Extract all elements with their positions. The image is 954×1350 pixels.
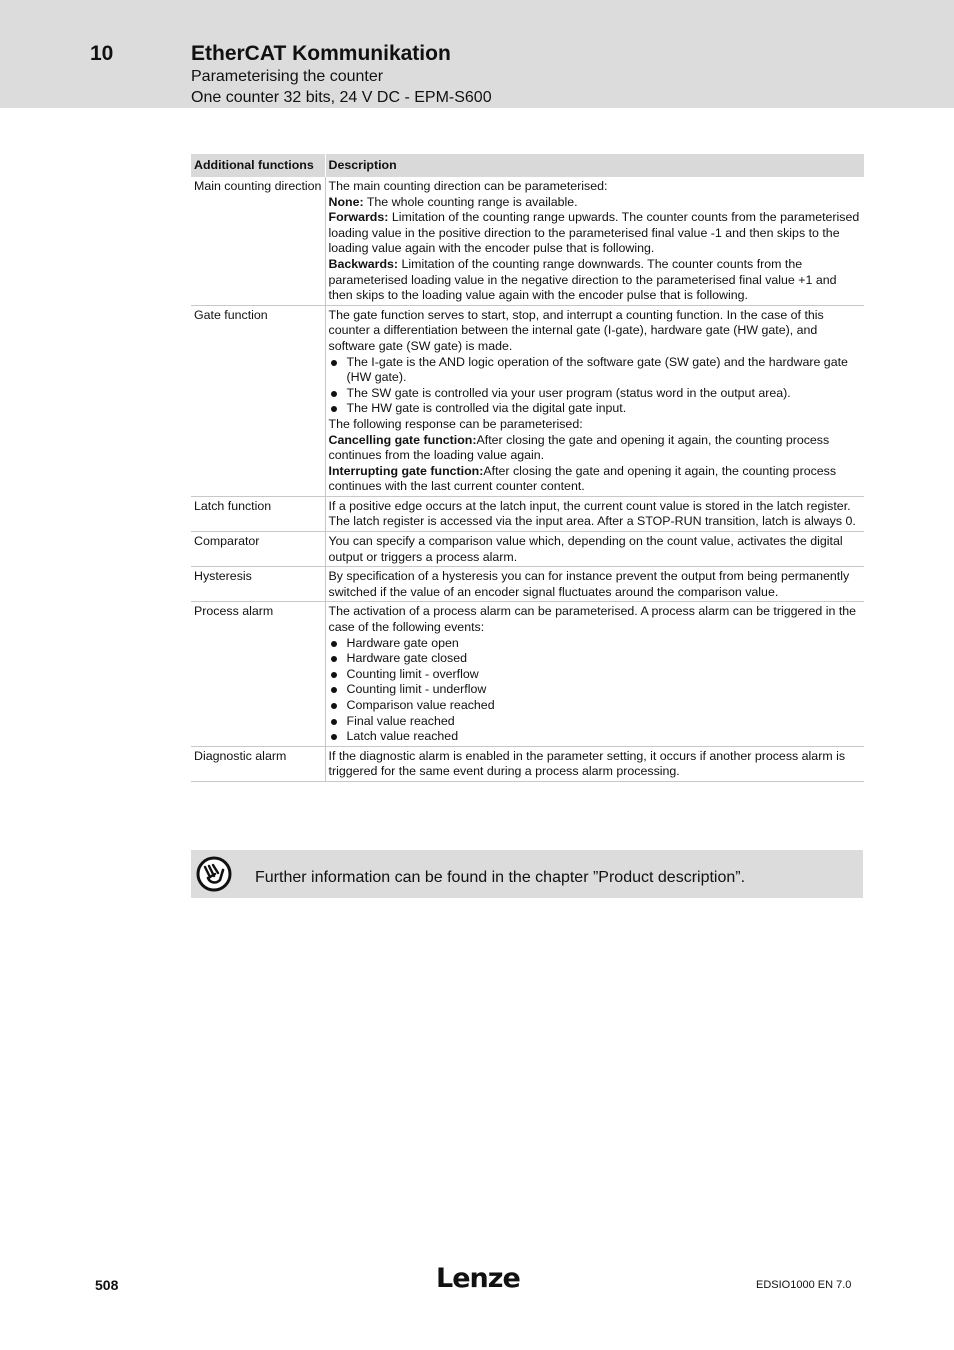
description-paragraph: The following response can be parameterised: bbox=[328, 416, 583, 431]
function-description bbox=[325, 746, 864, 781]
table-row bbox=[191, 305, 864, 496]
option-label: Interrupting gate function: bbox=[328, 463, 484, 478]
option-label: None: bbox=[328, 194, 364, 209]
list-item: Latch value reached bbox=[329, 729, 862, 745]
table-row bbox=[191, 177, 864, 305]
note-text: Further information can be found in the chapter ”Product description”. bbox=[255, 869, 746, 886]
additional-functions-table bbox=[191, 154, 864, 782]
description-paragraph bbox=[329, 433, 862, 464]
description-paragraph: The gate function serves to start, stop, and interrupt a counting function. In the case of this counter a differentiation between the internal gate (I-gate), hardware gate (HW gate), and software gate (SW gate) is made. bbox=[328, 307, 824, 353]
section-subtitle: Parameterising the counter bbox=[191, 68, 384, 85]
list-item: Comparison value reached bbox=[329, 698, 862, 714]
option-label: Cancelling gate function: bbox=[328, 432, 477, 447]
function-name: Diagnostic alarm bbox=[191, 746, 325, 781]
description-paragraph: The main counting direction can be parameterised: bbox=[328, 179, 608, 193]
list-item: Final value reached bbox=[329, 714, 862, 730]
function-name: Comparator bbox=[191, 532, 325, 567]
chapter-title: EtherCAT Kommunikation bbox=[191, 42, 451, 65]
section-subsubtitle: One counter 32 bits, 24 V DC - EPM-S600 bbox=[191, 89, 492, 106]
description-paragraph bbox=[329, 464, 862, 495]
option-text: Limitation of the counting range upwards. The counter counts from the parameterised loading value in the positive direction to the parameterised final value -1 and then skips to the loading value again with the encoder pulse that is following. bbox=[328, 210, 860, 256]
table-row bbox=[191, 496, 864, 531]
option-label: Forwards: bbox=[328, 210, 389, 225]
column-header-description: Description bbox=[325, 154, 864, 177]
option-text: Limitation of the counting range downwards. The counter counts from the parameterised loading value in the negative direction to the parameterised final value +1 and then skips to the loading value again with the encoder pulse that is following. bbox=[328, 256, 837, 303]
description-paragraph: If a positive edge occurs at the latch input, the current count value is stored in the latch register. The latch register is accessed via the input area. After a STOP-RUN transition, latch is always 0. bbox=[328, 498, 856, 529]
table-body bbox=[191, 177, 864, 781]
option-label: Backwards: bbox=[328, 256, 399, 271]
list-item: Hardware gate closed bbox=[329, 651, 862, 667]
list-item: The SW gate is controlled via your user program (status word in the output area). bbox=[329, 386, 862, 402]
function-description bbox=[325, 567, 864, 602]
info-note bbox=[191, 850, 863, 898]
hand-pointer-icon bbox=[196, 856, 232, 892]
function-description bbox=[325, 532, 864, 567]
function-name: Gate function bbox=[191, 305, 325, 496]
function-name: Hysteresis bbox=[191, 567, 325, 602]
option-text: After closing the gate and opening it again, the counting process continues with the last current counter content. bbox=[328, 463, 837, 494]
column-header-functions: Additional functions bbox=[191, 154, 325, 177]
description-paragraph: The activation of a process alarm can be parameterised. A process alarm can be triggered in the case of the following events: bbox=[328, 604, 857, 635]
list-item: Hardware gate open bbox=[329, 636, 862, 652]
option-text: After closing the gate and opening it again, the counting process continues from the loading value again. bbox=[328, 432, 830, 463]
list-item: Counting limit - overflow bbox=[329, 667, 862, 683]
list-item: The HW gate is controlled via the digital gate input. bbox=[329, 401, 862, 417]
description-paragraph: By specification of a hysteresis you can for instance prevent the output from being permanently switched if the value of an encoder signal fluctuates around the comparison value. bbox=[328, 569, 850, 599]
function-description bbox=[325, 496, 864, 531]
page-number: 508 bbox=[95, 1277, 119, 1293]
page-header bbox=[0, 0, 954, 108]
table-row bbox=[191, 532, 864, 567]
list-item: Counting limit - underflow bbox=[329, 682, 862, 698]
bullet-list bbox=[329, 355, 862, 417]
description-paragraph: You can specify a comparison value which, depending on the count value, activates the digital output or triggers a process alarm. bbox=[328, 534, 843, 564]
description-paragraph bbox=[329, 257, 862, 304]
function-description bbox=[325, 602, 864, 746]
lenze-logo: Lenze bbox=[436, 1263, 520, 1294]
function-name: Process alarm bbox=[191, 602, 325, 746]
table-row bbox=[191, 567, 864, 602]
function-description bbox=[325, 305, 864, 496]
function-name: Latch function bbox=[191, 496, 325, 531]
bullet-list bbox=[329, 636, 862, 745]
table-row bbox=[191, 746, 864, 781]
option-text: The whole counting range is available. bbox=[363, 194, 578, 209]
table-header-row bbox=[191, 154, 864, 177]
description-paragraph: If the diagnostic alarm is enabled in the parameter setting, it occurs if another process alarm is triggered for the same event during a process alarm processing. bbox=[328, 748, 846, 779]
chapter-number: 10 bbox=[90, 42, 114, 65]
function-name: Main counting direction bbox=[191, 177, 325, 305]
table-row bbox=[191, 602, 864, 746]
function-description bbox=[325, 177, 864, 305]
description-paragraph bbox=[329, 195, 862, 211]
description-paragraph bbox=[329, 210, 862, 257]
list-item: The I-gate is the AND logic operation of the software gate (SW gate) and the hardware gate (HW gate). bbox=[329, 355, 862, 386]
document-id: EDSIO1000 EN 7.0 bbox=[756, 1279, 852, 1291]
